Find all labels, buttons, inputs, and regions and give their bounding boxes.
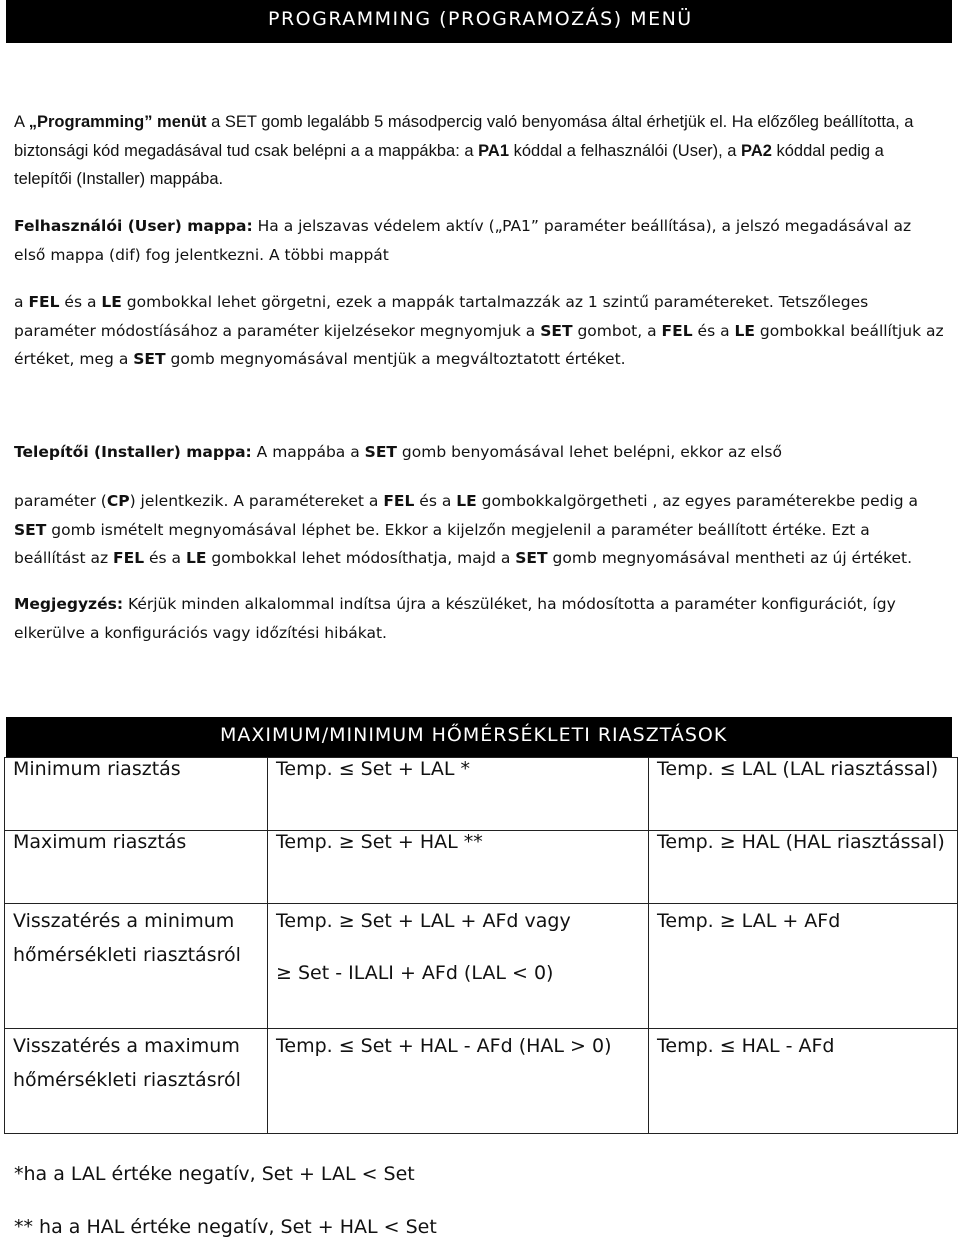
- text: gomb ismételt megnyomásával léphet be. Ekkor a kijelzőn megjelenil a paraméter beállított értéke. Ezt a beállítást az: [14, 520, 870, 567]
- user-folder-label: Felhasználói (User) mappa:: [14, 217, 253, 235]
- table-cell: Minimum riasztás: [5, 758, 268, 831]
- table-cell: [268, 1029, 649, 1134]
- bold-set: SET: [133, 350, 166, 368]
- cell-line: hőmérsékleti riasztásról: [13, 1069, 241, 1091]
- section-title: MAXIMUM/MINIMUM HŐMÉRSÉKLETI RIASZTÁSOK: [220, 724, 728, 746]
- table-cell: Temp. ≤ LAL (LAL riasztással): [649, 758, 958, 831]
- table-cell: Temp. ≤ Set + LAL *: [268, 758, 649, 831]
- table-cell: Maximum riasztás: [5, 831, 268, 904]
- text: és a: [59, 293, 102, 311]
- text: és a: [144, 549, 186, 567]
- bold-fel: FEL: [383, 492, 415, 510]
- text: paraméter (: [14, 492, 107, 510]
- section-header-bar: [6, 717, 952, 757]
- text: gomb megnyomásával mentheti az új értéket.: [547, 549, 913, 567]
- bold-le: LE: [456, 492, 477, 510]
- text: ) jelentkezik. A paramétereket a: [129, 492, 384, 510]
- table-cell: [649, 1029, 958, 1134]
- bold-le: LE: [185, 549, 207, 567]
- alarm-table: [4, 757, 958, 1134]
- intro-text-1: A: [14, 113, 29, 131]
- cell-line: ≥ Set - ILALI + AFd (LAL < 0): [276, 962, 554, 984]
- intro-text-4: kóddal pedig a telepítői (Installer) mappába.: [14, 141, 884, 188]
- text: gombot, a: [572, 321, 662, 340]
- text: és a: [414, 492, 457, 510]
- bold-set: SET: [540, 321, 573, 340]
- table-row: [5, 758, 958, 831]
- table-cell: [5, 1029, 268, 1134]
- cell-line: Visszatérés a maximum: [13, 1035, 240, 1057]
- text: gombokkal lehet módosíthatja, majd a: [206, 549, 516, 567]
- installer-folder-label: Telepítői (Installer) mappa:: [14, 443, 252, 461]
- cell-line: Visszatérés a minimum: [13, 910, 235, 932]
- page-title: PROGRAMMING (PROGRAMOZÁS) MENÜ: [268, 8, 693, 30]
- table-cell: Temp. ≥ HAL (HAL riasztással): [649, 831, 958, 904]
- intro-paragraph: [14, 108, 944, 194]
- note-paragraph: [14, 590, 944, 647]
- intro-bold-programming: „Programming” menüt: [28, 113, 207, 131]
- intro-text-3: kóddal a felhasználói (User), a: [509, 141, 742, 160]
- bold-set: SET: [364, 443, 397, 461]
- text: gombokkalgörgetheti , az egyes paraméterekbe pedig a: [476, 492, 919, 510]
- text: a: [14, 293, 29, 311]
- text: gomb benyomásával lehet belépni, ekkor az első: [396, 443, 782, 461]
- cell-line: Temp. ≥ Set + LAL + AFd vagy: [276, 910, 571, 932]
- bold-le: LE: [734, 321, 755, 340]
- cell-line: Temp. ≤ Set + HAL - AFd (HAL > 0): [276, 1035, 612, 1057]
- intro-text-2: a SET gomb legalább 5 másodpercig való benyomása által érhetjük el. Ha előzőleg beállította, a biztonsági kód megadásával tud csak belépni a a mappákba: a: [14, 113, 914, 160]
- table-cell: [5, 904, 268, 1029]
- text: gomb megnyomásával mentjük a megváltoztatott értéket.: [165, 350, 626, 368]
- cell-line: Temp. ≤ HAL - AFd: [657, 1035, 835, 1057]
- bold-fel: FEL: [28, 293, 60, 311]
- bold-fel: FEL: [661, 321, 693, 340]
- bold-cp: CP: [106, 492, 130, 510]
- bold-fel: FEL: [113, 549, 145, 567]
- cell-line: hőmérsékleti riasztásról: [13, 944, 241, 966]
- user-folder-paragraph-2: [14, 288, 944, 374]
- text: A mappába a: [251, 443, 365, 461]
- footnote-1: *ha a LAL értéke negatív, Set + LAL < Set: [14, 1163, 415, 1185]
- text: gombokkal lehet görgetni, ezek a mappák tartalmazzák az 1 szintű paramétereket. Tetszőleges paraméter módostíásához a paraméter kijelzésekor megnyomjuk a: [14, 293, 869, 340]
- table-row: [5, 904, 958, 1029]
- table-cell: [268, 904, 649, 1029]
- note-text: Kérjük minden alkalommal indítsa újra a készüléket, ha módosította a paraméter konfigurációt, így elkerülve a konfigurációs vagy időzítési hibákat.: [14, 595, 896, 642]
- installer-folder-paragraph: [14, 438, 944, 467]
- footnote-2: ** ha a HAL értéke negatív, Set + HAL < Set: [14, 1216, 437, 1238]
- intro-bold-pa1: PA1: [478, 141, 510, 160]
- bold-set: SET: [14, 520, 47, 539]
- table-row: [5, 1029, 958, 1134]
- installer-folder-paragraph-2: [14, 487, 944, 573]
- text: gombokkal beállítjuk az értéket, meg a: [14, 321, 944, 368]
- bold-set: SET: [515, 549, 548, 567]
- cell-line: Temp. ≥ LAL + AFd: [657, 910, 841, 932]
- table-row: [5, 831, 958, 904]
- user-folder-text: Ha a jelszavas védelem aktív („PA1” paraméter beállítása), a jelszó megadásával az első mappa (dif) fog jelentkezni. A többi mappát: [14, 217, 912, 264]
- table-cell: [649, 904, 958, 1029]
- note-label: Megjegyzés:: [14, 595, 124, 613]
- bold-le: LE: [101, 293, 122, 311]
- page-title-bar: [6, 0, 952, 43]
- intro-bold-pa2: PA2: [741, 141, 772, 160]
- user-folder-paragraph: [14, 212, 944, 269]
- text: és a: [692, 321, 735, 340]
- table-cell: Temp. ≥ Set + HAL **: [268, 831, 649, 904]
